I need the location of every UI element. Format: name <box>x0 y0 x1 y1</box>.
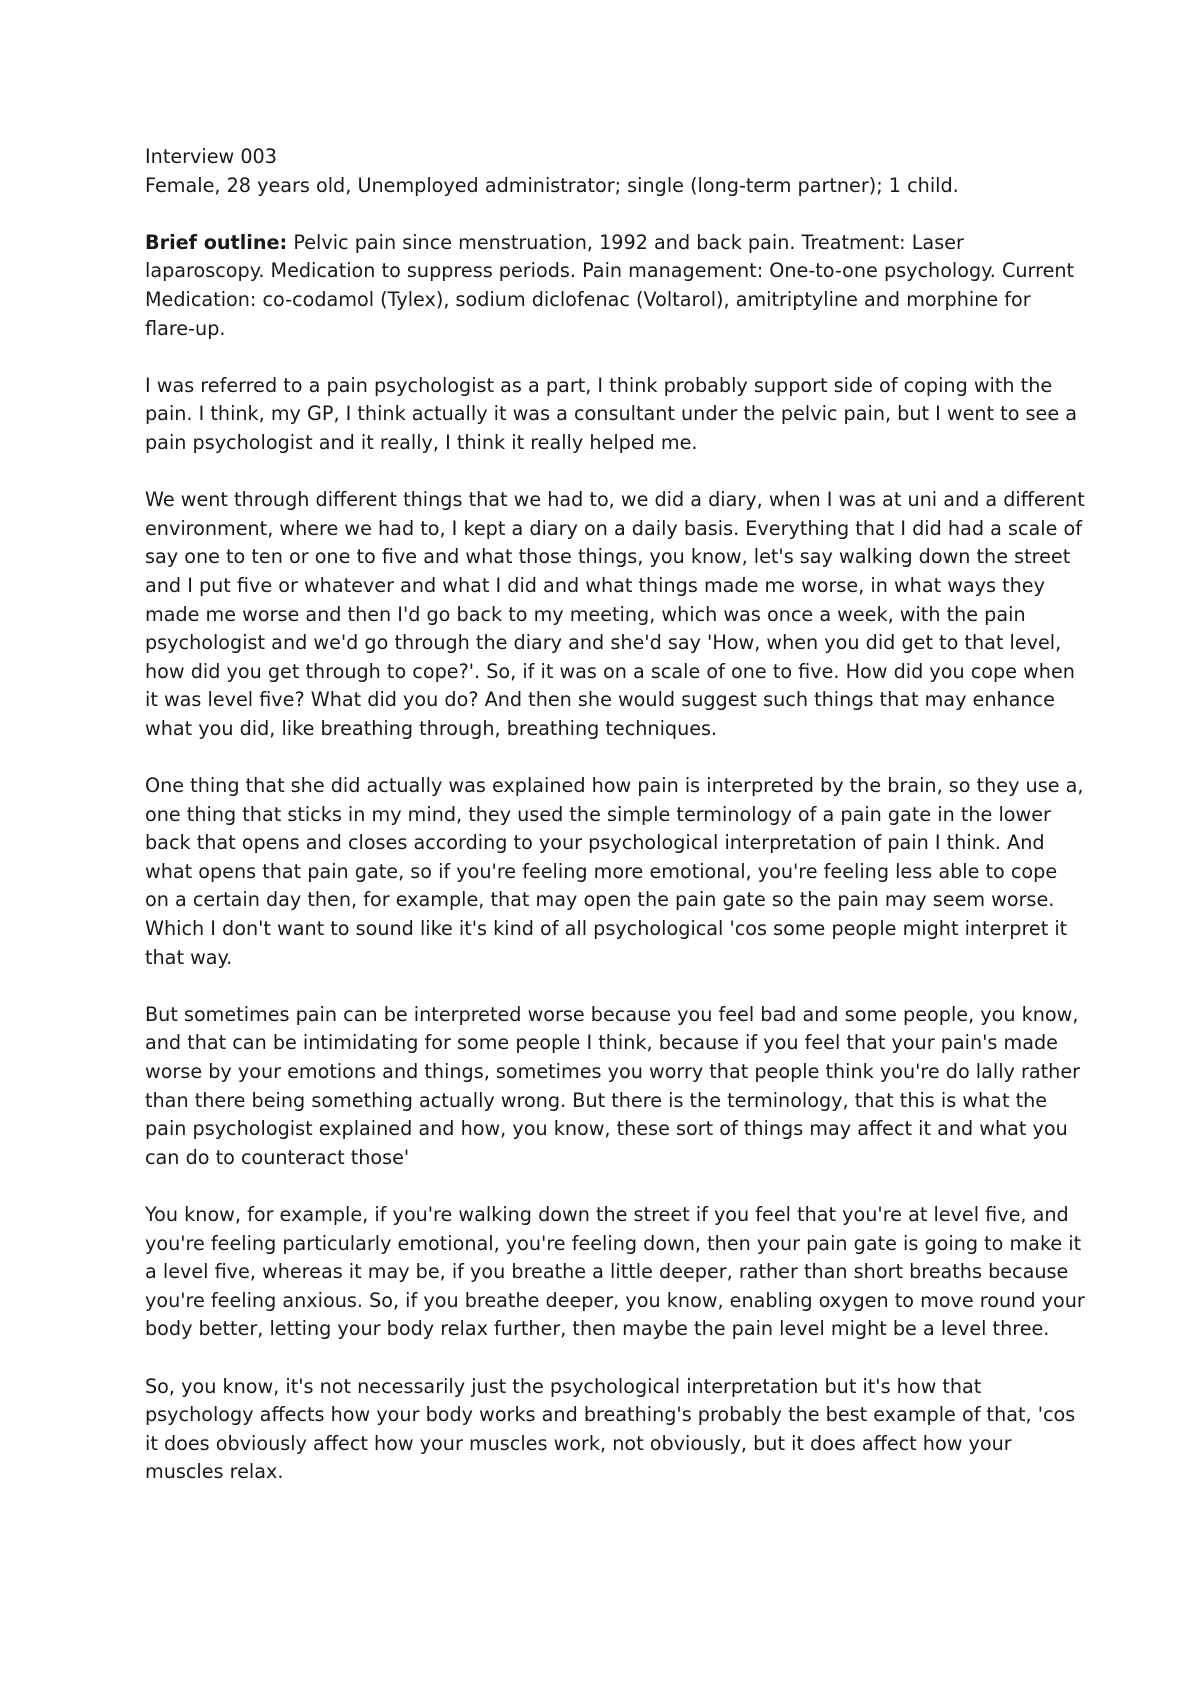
participant-details: Female, 28 years old, Unemployed administrator; single (long-term partner); 1 child. <box>145 173 959 197</box>
paragraph: One thing that she did actually was explained how pain is interpreted by the brain, so they use a, one thing that sticks in my mind, they used the simple terminology of a pain gate in the lower back that opens and closes according to your psychological interpretation of pain I think. And what opens that pain gate, so if you're feeling more emotional, you're feeling less able to cope on a certain day then, for example, that may open the pain gate so the pain may seem worse. Which I don't want to sound like it's kind of all psychological 'cos some people might interpret it that way. <box>145 774 1084 969</box>
brief-outline <box>145 229 1085 343</box>
document-body <box>145 143 1085 1516</box>
paragraph: You know, for example, if you're walking down the street if you feel that you're at level five, and you're feeling particularly emotional, you're feeling down, then your pain gate is going to make it a level five, whereas it may be, if you breathe a little deeper, rather than short breaths because you're feeling anxious. So, if you breathe deeper, you know, enabling oxygen to move round your body better, letting your body relax further, then maybe the pain level might be a level three. <box>145 1202 1085 1341</box>
brief-outline-text: Pelvic pain since menstruation, 1992 and back pain. Treatment: Laser laparoscopy. Medication to suppress periods. Pain management: One-to-one psychology. Current Medication: co-codamol (Tylex), sodium diclofenac (Voltarol), amitriptyline and morphine for flare-up. <box>145 230 1075 340</box>
interview-title: Interview 003 <box>145 145 277 168</box>
paragraph: We went through different things that we had to, we did a diary, when I was at uni and a different environment, where we had to, I kept a diary on a daily basis. Everything that I did had a scale of say one to ten or one to five and what those things, you know, let's say walking down the street and I put five or whatever and what I did and what things made me worse, in what ways they made me worse and then I'd go back to my meeting, which was once a week, with the pain psychologist and we'd go through the diary and she'd say 'How, when you did get to that level, how did you get through to cope?'. So, if it was on a scale of one to five. How did you cope when it was level five? What did you do? And then she would suggest such things that may enhance what you did, like breathing through, breathing techniques. <box>145 488 1085 740</box>
paragraph: But sometimes pain can be interpreted worse because you feel bad and some people, you know, and that can be intimidating for some people I think, because if you feel that your pain's made worse by your emotions and things, sometimes you worry that people think you're do lally rather than there being something actually wrong. But there is the terminology, that this is what the pain psychologist explained and how, you know, these sort of things may affect it and what you can do to counteract those' <box>145 1002 1081 1169</box>
paragraph: I was referred to a pain psychologist as a part, I think probably support side of coping with the pain. I think, my GP, I think actually it was a consultant under the pelvic pain, but I went to see a pain psychologist and it really, I think it really helped me. <box>145 373 1078 454</box>
interview-header <box>145 143 1085 200</box>
paragraph: So, you know, it's not necessarily just the psychological interpretation but it's how that psychology affects how your body works and breathing's probably the best example of that, 'cos it does obviously affect how your muscles work, not obviously, but it does affect how your muscles relax. <box>145 1374 1076 1484</box>
brief-outline-label: Brief outline: <box>145 230 288 254</box>
